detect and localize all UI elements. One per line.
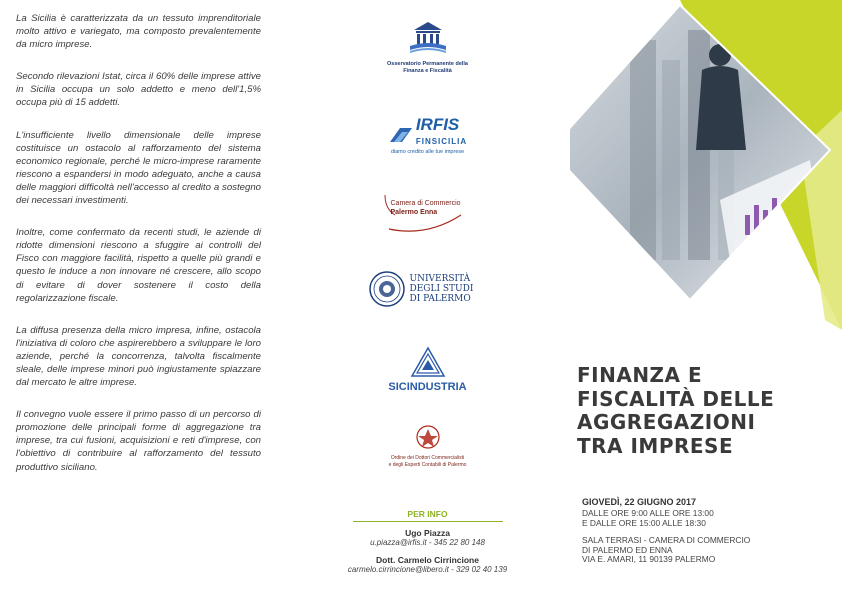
- event-details: [582, 498, 750, 564]
- title-line: AGGREGAZIONI: [577, 410, 756, 434]
- intro-paragraph: Secondo rilevazioni Istat, circa il 60% delle imprese attive in Sicilia occupa un solo addetto e meno dell'1,5% occupa più di 15 addetti.: [16, 71, 261, 109]
- ordine-commercialisti-logo: [373, 424, 483, 469]
- ordine-commercialisti-logo-icon: [414, 424, 442, 450]
- sicindustria-logo: [383, 346, 473, 393]
- unipa-line2: DEGLI STUDI: [409, 284, 474, 294]
- partners-column: [290, 0, 565, 595]
- event-venue: SALA TERRASI - CAMERA DI COMMERCIO: [582, 535, 751, 546]
- title-line: FINANZA E: [577, 363, 703, 387]
- contact-info: [290, 509, 565, 575]
- event-date: GIOVEDÌ, 22 GIUGNO 2017: [582, 497, 697, 507]
- logo-caption: Osservatorio Permanente della Finanza e Fiscalità: [386, 61, 468, 74]
- irfis-wordmark: IRFIS: [415, 115, 460, 134]
- ordine-line1: Ordine dei Dottori Commercialisti: [390, 455, 465, 461]
- unipa-seal-icon: [368, 270, 406, 308]
- unipa-line3: DI PALERMO: [409, 294, 471, 304]
- contact-detail[interactable]: carmelo.cirrincione@libero.it - 329 02 40 139: [347, 565, 508, 574]
- title-line: TRA IMPRESE: [577, 433, 734, 458]
- contact-detail[interactable]: u.piazza@irfis.it - 345 22 80 148: [370, 538, 485, 547]
- ordine-line2: e degli Esperti Contabili di Palermo: [388, 462, 467, 468]
- intro-paragraph: Inoltre, come confermato da recenti studi, le aziende di ridotte dimensioni riescono a sfuggire ai controlli del Fisco con maggiore facilità, rispetto a quelle più grandi e questo le induce a non innovare né crescere, allo scopo di evitare di dover sostenere il costo della regolarizzazione fiscale.: [16, 227, 261, 304]
- info-divider: [353, 521, 503, 522]
- event-title: [577, 364, 774, 458]
- irfis-logo: [373, 115, 483, 156]
- intro-paragraph: Il convegno vuole essere il primo passo di un percorso di promozione delle principali forme di aggregazione tra imprese, tra cui fusioni, acquisizioni e reti d'imprese, con l'obiettivo di contribuire al rafforzamento del tessuto produttivo siciliano.: [16, 409, 261, 473]
- irfis-logo-icon: [388, 124, 414, 144]
- intro-paragraph: La diffusa presenza della micro impresa, infine, ostacola l'iniziativa di coloro che aspirerebbero a sviluppare le loro aziende, perché la concorrenza, talvolta fiscalmente sleale, delle imprese minori può ingiustamente spiazzare dal mercato le altre imprese.: [16, 324, 261, 389]
- cover-panel: [570, 0, 842, 595]
- event-venue: VIA E. AMARI, 11 90139 PALERMO: [582, 554, 716, 565]
- event-time: DALLE ORE 9:00 ALLE ORE 13:00: [582, 508, 714, 519]
- irfis-subtitle: FINSICILIA: [415, 137, 468, 146]
- camera-commercio-label: Camera di Commercio: [390, 200, 461, 207]
- irfis-tagline: diamo credito alle tue imprese: [390, 149, 465, 155]
- intro-paragraph: La Sicilia è caratterizzata da un tessuto imprenditoriale molto attivo e variegato, ma composto prevalentemente da micro imprese.: [16, 13, 261, 51]
- temple-book-icon: [406, 20, 450, 56]
- camera-commercio-city: Palermo Enna: [390, 209, 438, 216]
- title-line: FISCALITÀ DELLE: [577, 386, 775, 411]
- sicindustria-logo-icon: [410, 346, 446, 378]
- event-time: E DALLE ORE 15:00 ALLE 18:30: [582, 517, 706, 528]
- intro-paragraph: L'insufficiente livello dimensionale delle imprese costituisce un ostacolo al rafforzamento del sistema economico regionale, perché le micro-imprese raramente riescono a espandersi in modo adeguato, anche a causa delle maggiori difficoltà nell'accesso al credito a sostegno dei necessari investimenti.: [16, 129, 261, 207]
- contact-name: Dott. Carmelo Cirrincione: [376, 555, 479, 565]
- unipa-logo: [368, 270, 488, 308]
- camera-commercio-logo: [383, 193, 473, 235]
- unipa-line1: UNIVERSITÀ: [409, 274, 471, 284]
- event-venue: DI PALERMO ED ENNA: [582, 544, 673, 555]
- contact-name: Ugo Piazza: [405, 528, 450, 538]
- osservatorio-logo: [383, 20, 473, 75]
- intro-text-column: [16, 12, 261, 493]
- sicindustria-wordmark: SICINDUSTRIA: [388, 381, 467, 393]
- info-heading: PER INFO: [407, 509, 448, 519]
